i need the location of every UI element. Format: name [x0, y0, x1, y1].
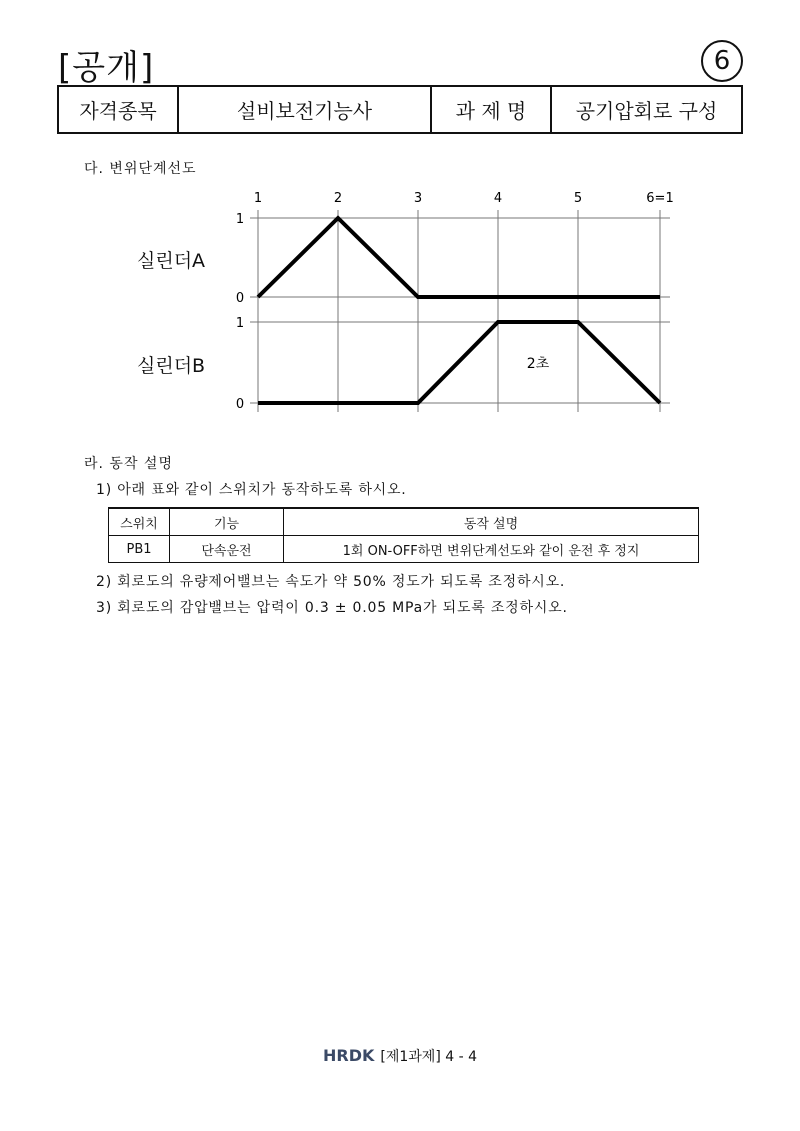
- step-label-5: 5: [573, 191, 583, 206]
- task-name-value: 공기압회로 구성: [551, 86, 742, 133]
- table-header-switch: 스위치: [109, 508, 170, 536]
- qualification-label: 자격종목: [58, 86, 178, 133]
- section-operation-description: 라. 동작 설명: [84, 456, 173, 472]
- instruction-3: 3) 회로도의 감압밸브는 압력이 0.3 ± 0.05 MPa가 되도록 조정하시오.: [96, 600, 568, 616]
- page-number-badge: 6: [701, 40, 743, 82]
- page-footer: [0, 1046, 800, 1066]
- table-cell-function: 단속운전: [170, 536, 284, 563]
- switch-operation-table: [108, 507, 699, 563]
- qualification-value: 설비보전기능사: [178, 86, 431, 133]
- y-tick-zero-1: 0: [235, 291, 245, 306]
- table-cell-description: 1회 ON-OFF하면 변위단계선도와 같이 운전 후 정지: [284, 536, 699, 563]
- dwell-time-annotation: 2초: [526, 356, 550, 372]
- table-cell-switch: PB1: [109, 536, 170, 563]
- instruction-1: 1) 아래 표와 같이 스위치가 동작하도록 하시오.: [96, 482, 407, 498]
- table-header-description: 동작 설명: [284, 508, 699, 536]
- step-label-3: 3: [413, 191, 423, 206]
- task-name-label: 과 제 명: [431, 86, 551, 133]
- y-tick-one-1: 1: [235, 212, 245, 227]
- step-label-1: 1: [253, 191, 263, 206]
- y-tick-one-2: 1: [235, 316, 245, 331]
- y-tick-zero-2: 0: [235, 397, 245, 412]
- section-displacement-diagram: 다. 변위단계선도: [84, 161, 197, 177]
- disclosure-label: [공개]: [58, 48, 155, 88]
- cylinder-a-label: 실린더A: [137, 250, 206, 272]
- step-label-2: 2: [333, 191, 343, 206]
- table-header-function: 기능: [170, 508, 284, 536]
- footer-page-info: [제1과제] 4 - 4: [380, 1049, 477, 1065]
- series-line-1: [258, 218, 660, 297]
- hrdk-logo: HRDK: [322, 1046, 375, 1065]
- step-label-4: 4: [493, 191, 503, 206]
- series-line-2: [258, 322, 660, 403]
- step-label-6: 6=1: [646, 191, 674, 206]
- instruction-2: 2) 회로도의 유량제어밸브는 속도가 약 50% 정도가 되도록 조정하시오.: [96, 574, 566, 590]
- cylinder-b-label: 실린더B: [137, 355, 206, 377]
- displacement-step-diagram: [0, 0, 800, 440]
